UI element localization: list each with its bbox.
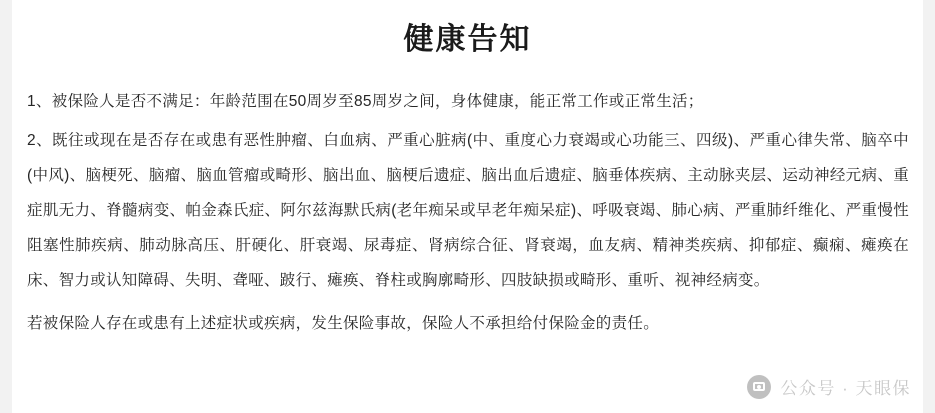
page-left-margin-strip — [0, 0, 12, 413]
page-title: 健康告知 — [403, 23, 532, 56]
paragraph-item: 若被保险人存在或患有上述症状或疾病，发生保险事故，保险人不承担给付保险金的责任。 — [27, 315, 660, 332]
page-right-margin-strip — [923, 0, 935, 413]
paragraph-item: 2、既往或现在是否存在或患有恶性肿瘤、白血病、严重心脏病(中、重度心力衰竭或心功能三、四级)、严重心律失常、脑卒中(中风)、脑梗死、脑瘤、脑血管瘤或畸形、脑出血、脑梗后遗症、脑出血后遗症、脑垂体疾病、主动脉夹层、运动神经元病、重症肌无力、脊髓病变、帕金森氏症、阿尔兹海默氏病(老年痴呆或早老年痴呆症)、呼吸衰竭、肺心病、严重肺纤维化、严重慢性阻塞性肺疾病、肺动脉高压、肝硬化、肝衰竭、尿毒症、肾病综合征、肾衰竭，血友病、精神类疾病、抑郁症、癫痫、瘫痪在床、智力或认知障碍、失明、聋哑、跛行、瘫痪、脊柱或胸廓畸形、四肢缺损或畸形、重听、视神经病变。 — [27, 132, 909, 289]
paragraph-item: 1、被保险人是否不满足：年龄范围在50周岁至85周岁之间，身体健康，能正常工作或正常生活； — [27, 93, 704, 110]
watermark-label: 公众号 · 天眼保 — [780, 379, 911, 398]
camera-badge-icon — [747, 375, 771, 399]
watermark — [747, 374, 911, 399]
document-body — [27, 84, 909, 341]
